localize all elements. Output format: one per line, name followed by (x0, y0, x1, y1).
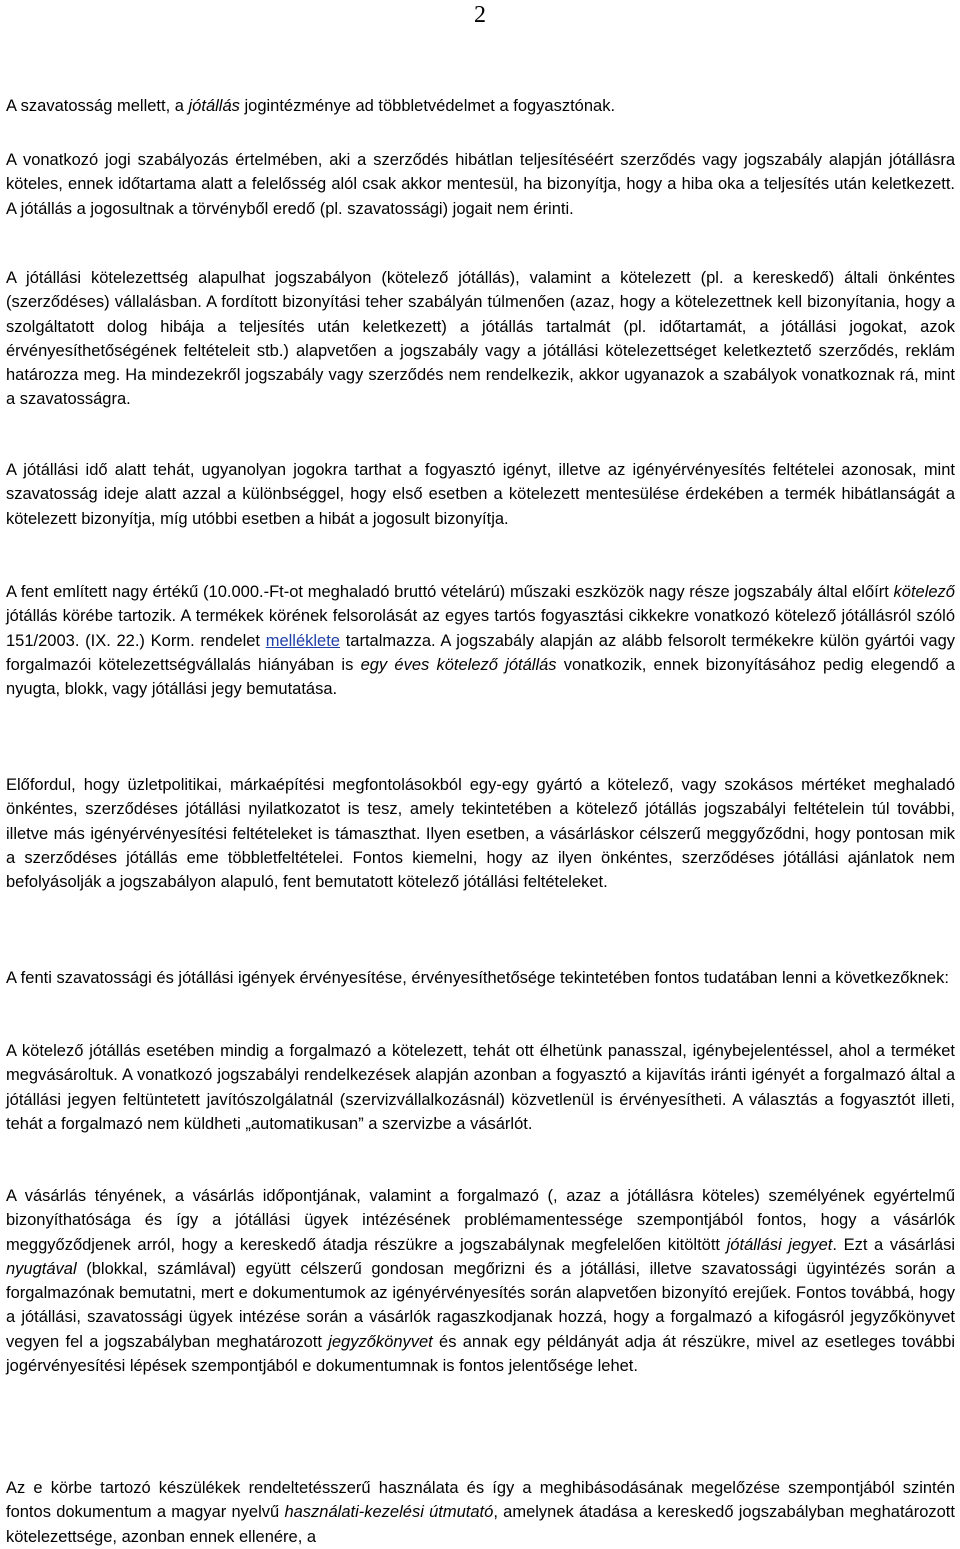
paragraph (6, 148, 955, 221)
paragraph (6, 1039, 955, 1136)
text-run: A fenti szavatossági és jótállási igények érvényesítése, érvényesíthetősége tekintetében fontos tudatában lenni a következőknek: (6, 969, 949, 987)
text-run: A vonatkozó jogi szabályozás értelmében, aki a szerződés hibátlan teljesítéséért szerződés vagy jogszabály alapján jótállásra köteles, ennek időtartama alatt a felelősség alól csak akkor mentesül, ha bizonyítja, hogy a hiba oka a teljesítés után keletkezett. A jótállás a jogosultnak a törvényből eredő (pl. szavatossági) jogait nem érinti. (6, 151, 955, 218)
text-run: A kötelező jótállás esetében mindig a forgalmazó a kötelezett, tehát ott élhetünk panasszal, igénybejelentéssel, ahol a terméket megvásároltuk. A vonatkozó jogszabályi rendelkezések alapján azonban a fogyasztó a kijavítás iránti igényét a forgalmazó által a jótállási jegyen feltüntetett javítószolgálatnál (szervizvállalkozásnál) közvetlenül is érvényesítheti. A választás a fogyasztót illeti, tehát a forgalmazó nem küldheti „automatikusan” a szervizbe a vásárlót. (6, 1042, 955, 1133)
italic-phrase: használati-kezelési útmutató (284, 1503, 494, 1522)
paragraph (6, 1184, 955, 1378)
text-run: jogintézménye ad többletvédelmet a fogyasztónak. (239, 97, 616, 115)
text-run: vonatkozik, ennek bizonyításához pedig elegendő a nyugta, blokk, vagy jótállási jegy bemutatása. (6, 655, 955, 699)
text-run: (blokkal, számlával) együtt célszerű gondosan megőrizni és a jótállási, illetve szavatossági ügyintézés során a forgalmazónak bemutatni, mert e dokumentumok az igényérvényesítés során alapvetően bizonyító erejűek. Fontos továbbá, hogy a jótállási, szavatossági ügyek intézése során a vásárlók ragaszkodjanak hozzá, hogy a forgalmazó a kifogásról jegyzőkönyvet vegyen fel a jogszabályban meghatározott (6, 1259, 955, 1351)
paragraph (6, 773, 955, 894)
text-run: és annak egy példányát adja át részükre, mivel az esetleges további jogérvényesítési lépések szempontjából e dokumentumnak is fontos jelentősége lehet. (6, 1332, 955, 1376)
text-run: , amelynek átadása a kereskedő jogszabályban meghatározott kötelezettsége, azonban ennek ellenére, a (6, 1503, 955, 1546)
paragraph (6, 458, 955, 531)
text-run: A fent említett nagy értékű (10.000.-Ft-ot meghaladó bruttó vételárú) műszaki eszközök nagy része jogszabály által előírt (6, 583, 894, 601)
annex-link[interactable]: melléklete (265, 631, 340, 650)
text-run: jótállás körébe tartozik. A termékek körének felsorolását az egyes tartós fogyasztási cikkekre vonatkozó kötelező jótállásról szóló 151/2003. (IX. 22.) Korm. rendelet (6, 607, 955, 650)
paragraph (6, 1476, 955, 1546)
italic-phrase: nyugtával (6, 1259, 77, 1278)
page-number: 2 (474, 2, 486, 28)
paragraph (6, 94, 955, 118)
paragraph (6, 580, 955, 701)
text-run: A vásárlás tényének, a vásárlás időpontjának, valamint a forgalmazó (, azaz a jótállásra köteles) személyének egyértelmű bizonyíthatósága és így a jótállási ügyek intézésének problémamentessége szempontjából fontos, hogy a vásárlók meggyőződjenek arról, hogy a kereskedő átadja részükre a jogszabálynak megfelelően kitöltött (6, 1187, 955, 1254)
italic-phrase: kötelező (893, 583, 955, 601)
text-run: tartalmazza. A jogszabály alapján az alább felsorolt termékekre külön gyártói vagy forgalmazói kötelezettségvállalás hiányában is (6, 631, 955, 674)
paragraph (6, 266, 955, 412)
paragraph (6, 966, 955, 990)
text-run: A jótállási idő alatt tehát, ugyanolyan jogokra tarthat a fogyasztó igényt, illetve az igényérvényesítés feltételei azonosak, mint szavatosság ideje alatt azzal a különbséggel, hogy első esetben a kötelezett mentesülése érdekében a termék hibátlanságát a kötelezett bizonyítja, míg utóbbi esetben a hibát a jogosult bizonyítja. (6, 461, 955, 528)
text-run: Előfordul, hogy üzletpolitikai, márkaépítési megfontolásokból egy-egy gyártó a kötelező, vagy szokásos mértéket meghaladó önkéntes, szerződéses jótállási nyilatkozatot is tesz, amely tekintetében a kötelező jótállás jogszabályi feltételein túl további, illetve más igényérvényesítési feltételeket is támaszthat. Ilyen esetben, a vásárláskor célszerű meggyőződni, hogy pontosan mik a szerződéses jótállás eme többletfeltételei. Fontos kiemelni, hogy az ilyen önkéntes, szerződéses jótállási ajánlatok nem befolyásolják a jogszabályon alapuló, fent bemutatott kötelező jótállási feltételeket. (6, 776, 955, 892)
italic-phrase: egy éves kötelező jótállás (360, 655, 557, 674)
italic-phrase: jegyzőkönyvet (328, 1332, 433, 1351)
italic-phrase: jótállási jegyet (726, 1235, 833, 1254)
text-run: Az e körbe tartozó készülékek rendeltetésszerű használata és így a meghibásodásának megelőzése szempontjából szintén fontos dokumentum a magyar nyelvű (6, 1479, 955, 1522)
text-run: . Ezt a vásárlási (832, 1235, 955, 1254)
text-run: A jótállási kötelezettség alapulhat jogszabályon (kötelező jótállás), valamint a kötelezett (pl. a kereskedő) általi önkéntes (szerződéses) vállalásban. A fordított bizonyítási teher szabályán túlmenően (azaz, hogy a kötelezettnek kell bizonyítania, hogy a szolgáltatott dolog hibája a teljesítés után keletkezett) a jótállás tartalmát (pl. időtartamát, a jótállási jogokat, azok érvényesíthetőségének feltételeit stb.) alapvetően a jogszabály vagy a jótállási kötelezettséget keletkeztető szerződés, reklám határozza meg. Ha mindezekről jogszabály vagy szerződés nem rendelkezik, akkor ugyanazok a szabályok vonatkoznak rá, mint a szavatosságra. (6, 269, 955, 409)
text-run: A szavatosság mellett, a (6, 97, 189, 115)
italic-phrase: jótállás (188, 97, 240, 115)
